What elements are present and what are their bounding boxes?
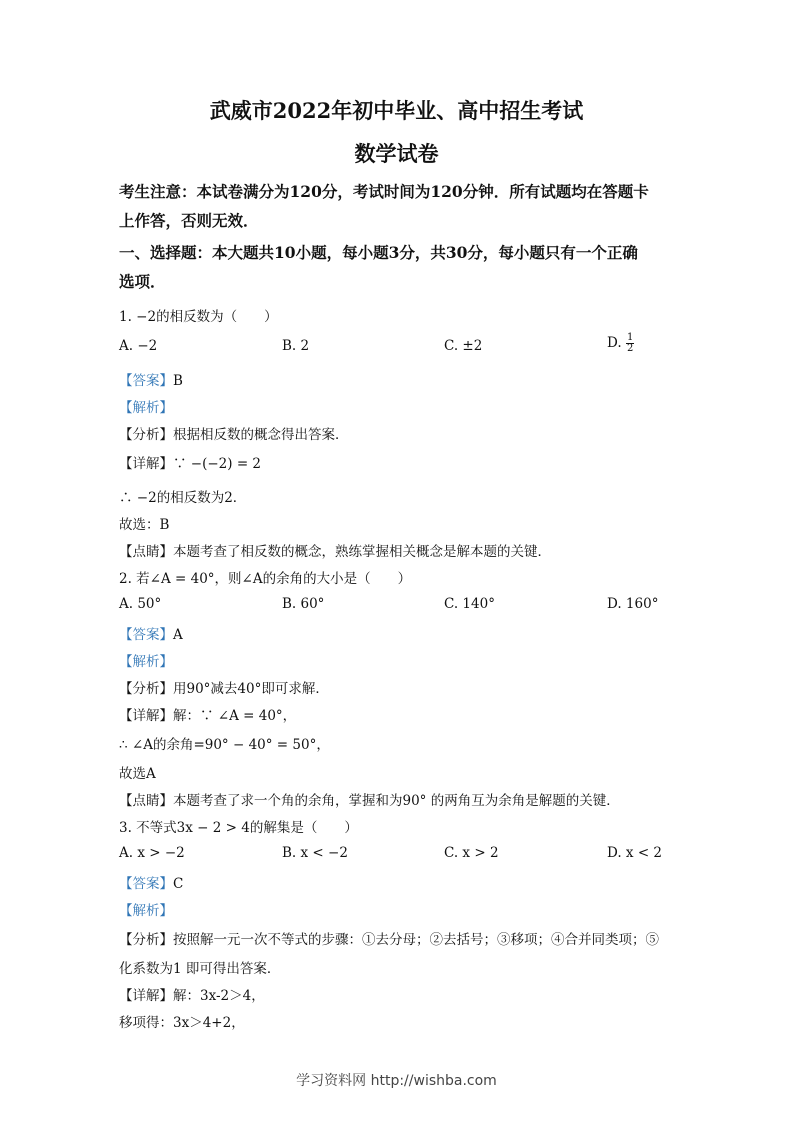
section-line-2: 选项． bbox=[119, 272, 166, 291]
exam-title: 武威市2022年初中毕业、高中招生考试 bbox=[209, 98, 584, 123]
q3-option-c: C. x > 2 bbox=[444, 845, 499, 861]
q1-fenxi: 【分析】根据相反数的概念得出答案． bbox=[119, 427, 349, 443]
exam-notice bbox=[119, 177, 679, 235]
q2-therefore: ∴ ∠A的余角=90° − 40° = 50°， bbox=[119, 737, 330, 753]
q1-analysis-tag: 【解析】 bbox=[119, 400, 173, 416]
q1-option-d-fraction bbox=[626, 333, 634, 354]
q1-option-a: A. −2 bbox=[119, 338, 158, 354]
notice-line-1: 考生注意：本试卷满分为120分，考试时间为120分钟．所有试题均在答题卡 bbox=[119, 182, 649, 201]
q2-choose: 故选A bbox=[119, 766, 156, 782]
answer-value: C bbox=[173, 876, 184, 892]
q3-option-d: D. x < 2 bbox=[607, 845, 663, 861]
q2-option-b: B. 60° bbox=[282, 596, 325, 612]
answer-tag: 【答案】 bbox=[119, 627, 173, 643]
q2-option-d: D. 160° bbox=[607, 596, 659, 612]
q1-detail: 【详解】∵ −(−2) = 2 bbox=[119, 456, 262, 472]
q3-fenxi-1: 【分析】按照解一元一次不等式的步骤：①去分母；②去括号；③移项；④合并同类项；⑤ bbox=[119, 932, 659, 948]
fraction-numerator: 1 bbox=[626, 332, 634, 343]
q1-choose: 故选：B bbox=[119, 517, 170, 533]
section-heading bbox=[119, 238, 679, 296]
q3-answer bbox=[119, 872, 183, 892]
q2-analysis-tag: 【解析】 bbox=[119, 654, 173, 670]
q2-option-c: C. 140° bbox=[444, 596, 495, 612]
q2-comment: 【点睛】本题考查了求一个角的余角，掌握和为90° 的两角互为余角是解题的关键． bbox=[119, 793, 620, 809]
answer-value: B bbox=[173, 373, 183, 389]
q1-comment: 【点睛】本题考查了相反数的概念，熟练掌握相关概念是解本题的关键． bbox=[119, 544, 551, 560]
q1-option-d-label: D. bbox=[607, 335, 622, 351]
q1-option-d bbox=[607, 333, 634, 354]
section-line-1: 一、选择题：本大题共10小题，每小题3分，共30分，每小题只有一个正确 bbox=[119, 243, 638, 262]
q1-stem: 1. −2的相反数为（ ） bbox=[119, 309, 278, 325]
q1-option-c: C. ±2 bbox=[444, 338, 483, 354]
q3-detail: 【详解】解：3x-2＞4， bbox=[119, 988, 265, 1004]
q1-option-b: B. 2 bbox=[282, 338, 310, 354]
footer-watermark: 学习资料网 http://wishba.com bbox=[296, 1073, 497, 1089]
q1-answer bbox=[119, 369, 183, 389]
answer-tag: 【答案】 bbox=[119, 876, 173, 892]
answer-tag: 【答案】 bbox=[119, 373, 173, 389]
fraction-denominator: 2 bbox=[626, 343, 634, 354]
q3-fenxi-2: 化系数为1 即可得出答案． bbox=[119, 961, 281, 977]
exam-subtitle: 数学试卷 bbox=[354, 141, 439, 166]
q3-option-b: B. x < −2 bbox=[282, 845, 348, 861]
q3-stem: 3. 不等式3x − 2 > 4的解集是（ ） bbox=[119, 820, 358, 836]
q2-fenxi: 【分析】用90°减去40°即可求解． bbox=[119, 681, 329, 697]
q1-therefore: ∴ −2的相反数为2． bbox=[119, 490, 247, 506]
answer-value: A bbox=[173, 627, 183, 643]
q3-move: 移项得：3x＞4+2， bbox=[119, 1015, 245, 1031]
q3-option-a: A. x > −2 bbox=[119, 845, 185, 861]
q3-analysis-tag: 【解析】 bbox=[119, 903, 173, 919]
q2-option-a: A. 50° bbox=[119, 596, 162, 612]
q2-answer bbox=[119, 623, 183, 643]
q2-stem: 2. 若∠A = 40°，则∠A的余角的大小是（ ） bbox=[119, 571, 412, 587]
q2-detail: 【详解】解：∵ ∠A = 40°， bbox=[119, 708, 297, 724]
notice-line-2: 上作答，否则无效． bbox=[119, 211, 259, 230]
